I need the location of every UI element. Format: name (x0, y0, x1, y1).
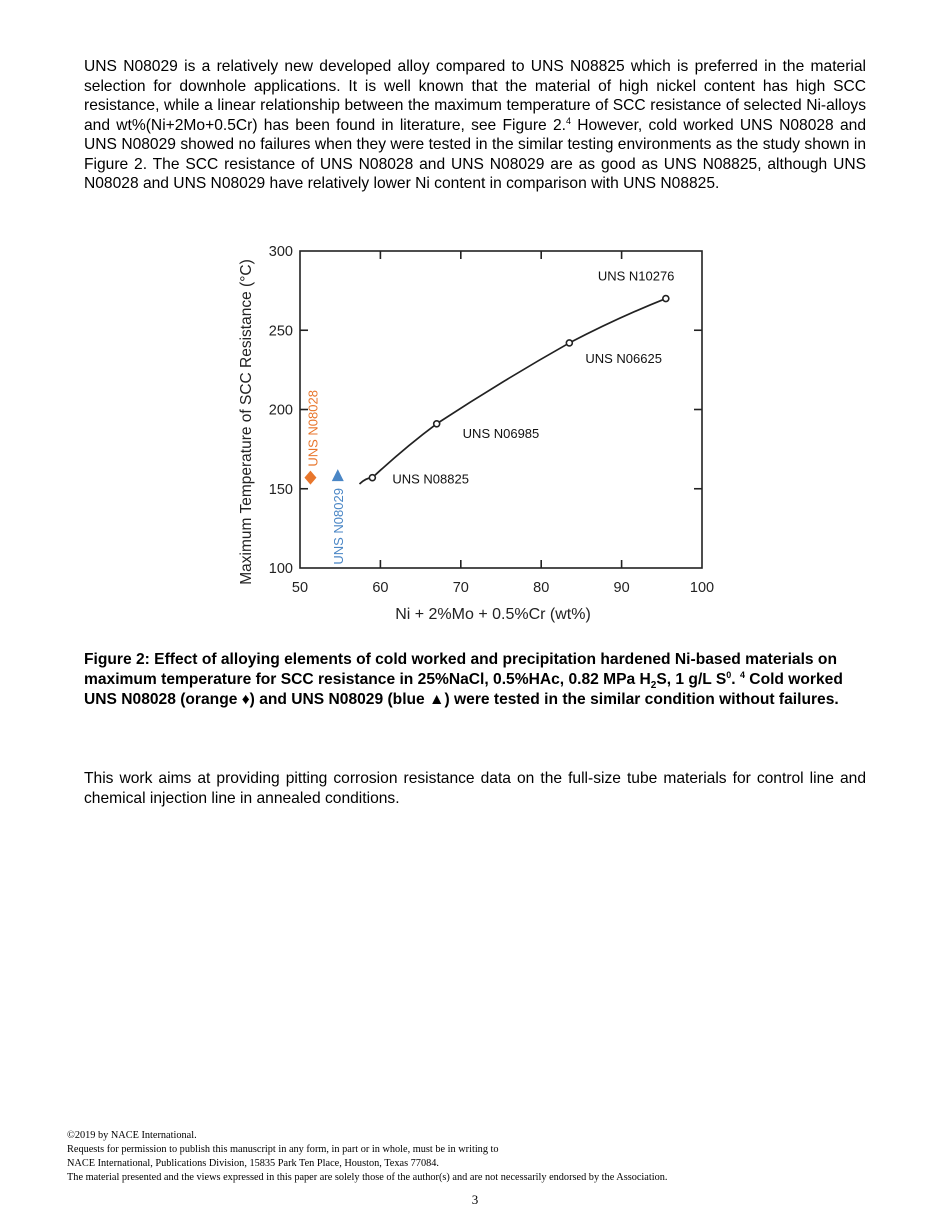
marker-label-n08029: UNS N08029 (330, 488, 346, 565)
y-tick-label: 250 (268, 323, 293, 340)
address-line: NACE International, Publications Division, 15835 Park Ten Place, Houston, Texas 77084. (67, 1158, 439, 1169)
caption-text-4: Cold worked UNS N08028 (orange ♦) and UNS N08029 (blue ▲) were tested in the similar condition without failures. (84, 670, 843, 708)
permission-line: Requests for permission to publish this manuscript in any form, in part or in whole, must be in writing to (67, 1144, 499, 1155)
intro-text-tail: However, cold worked UNS N08028 and UNS N08029 showed no failures when they were tested in the similar testing environments as the study shown in Figure 2. The SCC resistance of UNS N08028 and UNS N08029 are as good as UNS N08825, although UNS N08028 and UNS N08029 have relatively lower Ni content in comparison with UNS N08825. (84, 116, 866, 192)
plot-frame (300, 251, 702, 568)
x-tick-label: 70 (452, 580, 469, 596)
aim-paragraph: This work aims at providing pitting corrosion resistance data on the full-size tube materials for control line and chemical injection line in annealed conditions. (84, 770, 866, 807)
caption-superscript-1: 0 (726, 669, 732, 680)
caption-subscript: 2 (650, 679, 657, 691)
marker-triangle (332, 469, 344, 481)
data-point (663, 296, 669, 302)
y-tick-label: 200 (268, 402, 293, 419)
data-point (434, 421, 440, 427)
copyright-line: ©2019 by NACE International. (67, 1130, 197, 1141)
caption-text-3: . (731, 670, 740, 688)
marker-label-n08028: UNS N08028 (305, 390, 321, 467)
y-axis-label: Maximum Temperature of SCC Resistance (°C) (238, 259, 255, 585)
x-tick-label: 50 (291, 580, 309, 596)
figure-2-chart (230, 238, 730, 630)
y-tick-label: 150 (268, 481, 293, 498)
disclaimer-line: The material presented and the views expressed in this paper are solely those of the author(s) and are not necessarily endorsed by the Association. (67, 1172, 668, 1183)
x-axis-label: Ni + 2%Mo + 0.5%Cr (wt%) (395, 606, 591, 623)
intro-paragraph (84, 57, 866, 194)
point-label: UNS N06985 (462, 425, 540, 441)
y-tick-label: 100 (268, 561, 293, 577)
data-point (369, 475, 375, 481)
point-label: UNS N08825 (392, 471, 469, 487)
caption-text-2: S, 1 g/L S (656, 670, 727, 688)
point-label: UNS N10276 (597, 268, 675, 284)
marker-diamond (304, 471, 316, 485)
reference-superscript: 4 (565, 115, 571, 126)
intro-text: UNS N08029 is a relatively new developed alloy compared to UNS N08825 which is preferred in the material selection for downhole applications. It is well known that the material of high nickel content has high SCC resistance, while a linear relationship between the maximum temperature of SCC resistance of selected Ni-alloys and wt%(Ni+2Mo+0.5Cr) has been found in literature, see Figure 2. (84, 58, 866, 134)
footer (67, 1129, 887, 1185)
page-number: 3 (471, 1192, 479, 1207)
data-point (566, 340, 572, 346)
x-tick-label: 60 (372, 580, 389, 596)
caption-superscript-2: 4 (739, 669, 745, 680)
y-tick-label: 300 (268, 244, 293, 260)
x-tick-label: 100 (689, 580, 715, 596)
trend-curve (359, 299, 665, 484)
x-tick-label: 80 (533, 580, 550, 596)
caption-text-1: Figure 2: Effect of alloying elements of cold worked and precipitation hardened Ni-based materials on maximum temperature for SCC resistance in 25%NaCl, 0.5%HAc, 0.82 MPa H (84, 651, 837, 688)
figure-caption (84, 650, 874, 709)
point-label: UNS N06625 (585, 350, 662, 366)
chart-svg (230, 238, 730, 630)
x-tick-label: 90 (613, 580, 630, 596)
